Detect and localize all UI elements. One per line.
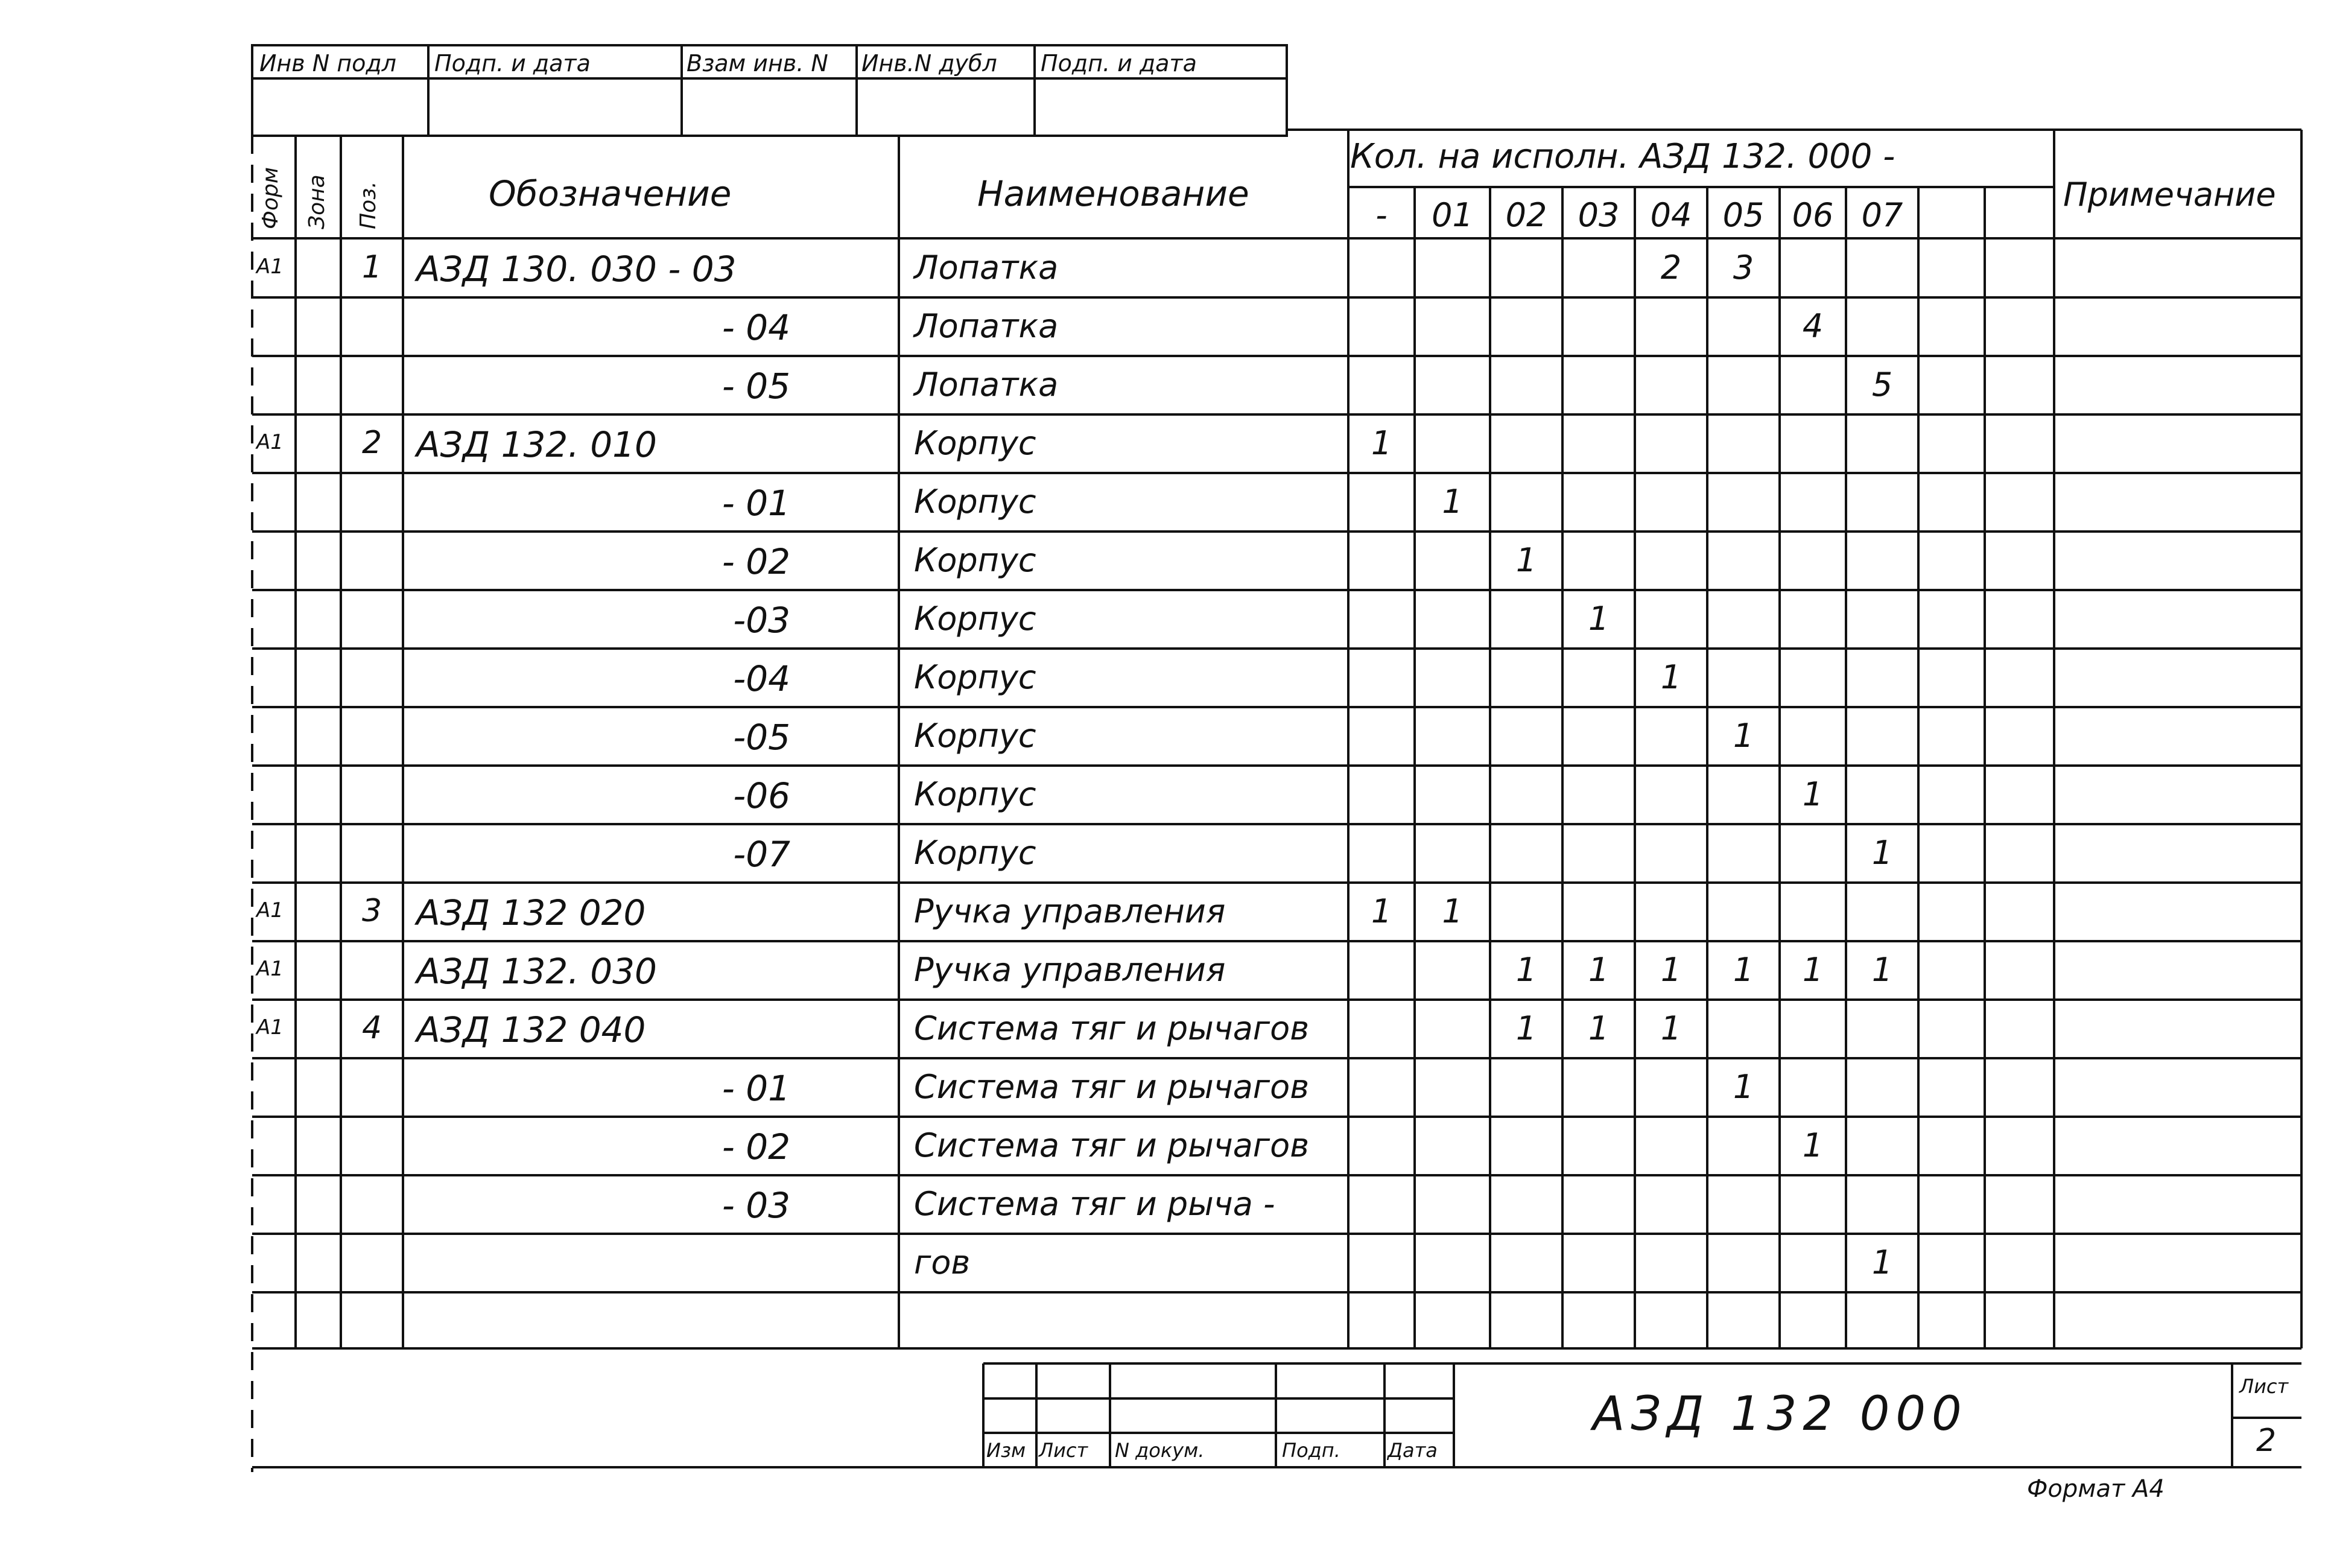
row-qty: 1	[1588, 1009, 1610, 1047]
tb-izm: Изм	[986, 1439, 1026, 1462]
variant-header-03: 03	[1578, 196, 1620, 234]
row-designation: -04	[733, 658, 790, 699]
row-name: Система тяг и рычагов	[914, 1126, 1310, 1164]
row-name: Корпус	[914, 717, 1036, 755]
row-name: Корпус	[914, 834, 1036, 872]
row-designation: АЗД 132. 010	[416, 424, 657, 465]
row-qty: 1	[1588, 600, 1610, 638]
format-label: Формат А4	[2027, 1475, 2165, 1503]
variant-header-01: 01	[1432, 196, 1473, 234]
row-position: 3	[361, 893, 382, 929]
row-name: Лопатка	[914, 249, 1059, 287]
row-designation: -06	[733, 775, 790, 816]
row-qty: 1	[1660, 1009, 1682, 1047]
row-name: Корпус	[914, 424, 1036, 462]
row-name: гов	[914, 1243, 971, 1281]
row-qty: 1	[1733, 951, 1754, 989]
row-name: Корпус	[914, 600, 1036, 638]
variant-header-05: 05	[1722, 196, 1765, 234]
row-qty: 1	[1515, 1009, 1537, 1047]
row-qty: 1	[1733, 717, 1754, 755]
tb-list: Лист	[1039, 1439, 1088, 1462]
row-name: Система тяг и рычагов	[914, 1068, 1310, 1106]
stamp-vzam-inv: Взам инв. N	[687, 50, 828, 77]
row-name: Ручка управления	[914, 892, 1226, 930]
row-designation: АЗД 130. 030 - 03	[416, 249, 737, 290]
row-qty: 1	[1442, 892, 1463, 930]
row-qty: 4	[1802, 307, 1824, 345]
row-qty: 1	[1588, 951, 1610, 989]
row-qty: 1	[1442, 483, 1463, 521]
row-name: Система тяг и рыча -	[914, 1185, 1275, 1223]
row-qty: 1	[1802, 1126, 1824, 1164]
row-position: 2	[361, 425, 382, 461]
row-format: А1	[256, 255, 284, 279]
row-qty: 1	[1733, 1068, 1754, 1106]
row-designation: АЗД 132 020	[416, 892, 646, 933]
row-qty: 1	[1871, 1243, 1893, 1281]
row-designation: -05	[733, 717, 790, 758]
row-designation: АЗД 132. 030	[416, 951, 657, 992]
row-qty: 3	[1733, 249, 1754, 287]
row-format: А1	[256, 957, 284, 981]
variant-header-07: 07	[1861, 196, 1903, 234]
row-name: Корпус	[914, 541, 1036, 579]
tb-sheet-label: Лист	[2239, 1375, 2289, 1398]
stamp-podp-data-1: Подп. и дата	[434, 50, 591, 77]
header-designation: Обозначение	[489, 173, 732, 214]
row-designation: - 01	[722, 483, 790, 524]
row-qty: 5	[1871, 366, 1893, 404]
row-designation: АЗД 132 040	[416, 1009, 646, 1050]
row-position: 1	[361, 249, 382, 285]
row-position: 4	[361, 1010, 382, 1046]
tb-data: Дата	[1388, 1439, 1438, 1462]
header-note: Примечание	[2063, 176, 2276, 214]
row-designation: -07	[733, 834, 790, 875]
row-name: Ручка управления	[914, 951, 1226, 989]
header-pos: Поз.	[356, 181, 381, 229]
variant-header-base: -	[1375, 196, 1388, 234]
row-qty: 1	[1802, 951, 1824, 989]
row-format: А1	[256, 430, 284, 454]
row-qty: 1	[1871, 951, 1893, 989]
row-format: А1	[256, 1015, 284, 1040]
variant-header-06: 06	[1792, 196, 1834, 234]
row-qty: 1	[1660, 658, 1682, 696]
row-qty: 2	[1660, 249, 1682, 287]
row-name: Корпус	[914, 483, 1036, 521]
header-zone: Зона	[305, 174, 329, 229]
row-designation: - 02	[722, 541, 790, 582]
row-designation: - 04	[722, 307, 790, 348]
row-name: Лопатка	[914, 307, 1059, 345]
stamp-podp-data-2: Подп. и дата	[1041, 50, 1197, 77]
row-format: А1	[256, 898, 284, 922]
row-name: Корпус	[914, 775, 1036, 813]
stamp-inv-dubl: Инв.N дубл	[861, 50, 997, 77]
row-name: Лопатка	[914, 366, 1059, 404]
tb-podp: Подп.	[1282, 1439, 1340, 1462]
header-qty-title: Кол. на исполн. АЗД 132. 000 -	[1350, 137, 1895, 176]
row-qty: 1	[1371, 892, 1392, 930]
stamp-inv-podl: Инв N подл	[259, 50, 396, 77]
variant-header-02: 02	[1505, 196, 1547, 234]
row-qty: 1	[1515, 541, 1537, 579]
row-name: Система тяг и рычагов	[914, 1009, 1310, 1047]
row-qty: 1	[1802, 775, 1824, 813]
tb-n-dokum: N докум.	[1115, 1439, 1205, 1462]
row-qty: 1	[1371, 424, 1392, 462]
row-designation: -03	[733, 600, 790, 641]
row-qty: 1	[1871, 834, 1893, 872]
variant-header-04: 04	[1650, 196, 1692, 234]
row-designation: - 05	[722, 366, 790, 407]
sheet-number: 2	[2256, 1423, 2277, 1459]
header-name: Наименование	[977, 173, 1249, 214]
row-designation: - 02	[722, 1126, 790, 1167]
row-qty: 1	[1515, 951, 1537, 989]
row-name: Корпус	[914, 658, 1036, 696]
doc-number: АЗД 132 000	[1593, 1387, 1968, 1441]
row-qty: 1	[1660, 951, 1682, 989]
row-designation: - 01	[722, 1068, 790, 1109]
row-designation: - 03	[722, 1185, 790, 1226]
header-format: Форм	[258, 167, 283, 229]
